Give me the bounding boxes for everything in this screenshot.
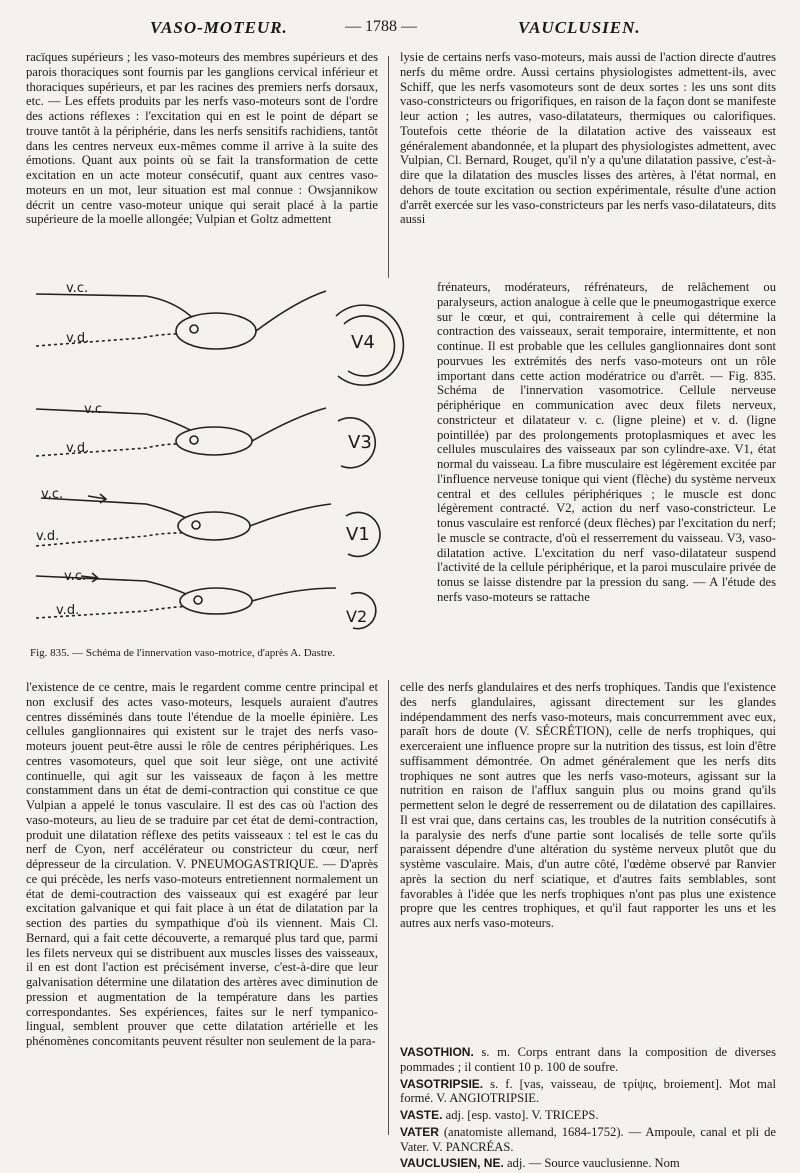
definition: adj. — Source vauclusienne. Nom	[506, 1156, 680, 1171]
label-v3: V3	[348, 432, 372, 453]
entry-vaste	[400, 1108, 776, 1123]
label-vd-row2: v.d.	[66, 441, 90, 456]
running-head-right: VAUCLUSIEN.	[518, 18, 641, 37]
paragraph: lysie de certains nerfs vaso-moteurs, mais aussi de l'action directe d'autres nerfs du même ordre. Aussi certains physiologistes admettent-ils, avec Schiff, que les nerfs vasomoteurs sont de deux sortes : les uns sont dits vaso-constricteurs ou frigorifiques, en raison de la façon dont se manifeste leur action ; les autres, vaso-dilatateurs, thermiques ou calorifiques. Toutefois cette théorie de la dilatation active des vaisseaux est généralement abandonnée, et la plupart des physiologistes admettent, avec Vulpian, Cl. Bernard, Rouget, qu'il n'y a qu'une dilatation passive, c'est-à-dire que la dilatation des muscles lisses des artères, à l'état normal, en dehors de toute excitation ou section expérimentale, résulte d'une action d'arrêt exercée sur les vaso-constricteurs par les nerfs vaso-dilatateurs, dits aussi	[400, 50, 776, 227]
figure-835	[26, 276, 431, 636]
paragraph: l'existence de ce centre, mais le regardent comme centre principal et non exclusif des actes vaso-moteurs, lesquels auraient d'autres centres disséminés dans toute l'étendue de la moelle épinière. Les cellules ganglionnaires qui existent sur le trajet des nerfs vaso-moteurs jouent peut-être aussi le rôle de centres périphériques. Les centres vasomoteurs, quel que soit leur siège, ont une activité continuelle, qui agit sur les vaisseaux de façon à les mettre constamment dans un état de demi-contraction qui constitue ce que Vulpian a appelé le tonus vasculaire. Il est des cas où l'action des vaso-moteurs, au lieu de se traduire par cet état de demi-contraction, produit une dilatation réflexe des petits vaisseaux : tel est le cas du nerf de Cyon, nerf accélérateur ou constricteur du cœur, nerf dépresseur de la circulation. V. PNEUMOGASTRIQUE. — D'après ce qui précède, les nerfs vaso-moteurs entretiennent normalement un état de demi-coutraction des vaisseaux qui est exagéré par leur excitation galvanique et qui fait place à un état de dilatation par la section des parties du sympathique d'où ils viennent. Mais Cl. Bernard, qui a fait cette découverte, a remarqué plus tard que, parmi les filets nerveux qui se distribuent aux muscles lisses des vaisseaux, il en est dont l'action est précisément inverse, c'est-à-dire que leur galvanisation détermine une dilatation des artères avec diminution de pression et augmentation de la température dans les parties correspondantes. Ses expériences, faites sur le nerf tympanico-lingual, semblent prouver que cette dilatation artérielle et les phénomènes concomitants peuvent résulter non seulement de la para-	[26, 680, 378, 1048]
label-vc-row1: v.c.	[66, 281, 89, 296]
headword: VASOTRIPSIE.	[400, 1076, 484, 1091]
page-header	[0, 18, 800, 48]
column-left-top	[26, 50, 378, 278]
paragraph: racïques supérieurs ; les vaso-moteurs des membres supérieurs et des parois thoraciques sont fournis par les ganglions cervical inférieur et thoraciques supérieurs, et par les racines des premiers nerfs dorsaux, etc. — Les effets produits par les nerfs vaso-moteurs sont de l'ordre des actions réflexes : l'excitation qui en est le point de départ se trouve tantôt à la périphérie, dans les nerfs sensitifs rachidiens, tantôt dans les centres nerveux eux-mêmes comme il arrive à la suite des émotions. Quant aux points où se fait la transformation de cette excitation en un acte moteur consécutif, quant aux centres vaso-moteurs en un mot, leur situation est mal connue : Owsjannikow décrit un centre vaso-moteur unique qui serait placé à la partie supérieure de la moelle allongée; Vulpian et Goltz admettent	[26, 50, 378, 227]
entry-vasotripsie	[400, 1077, 776, 1107]
innervation-diagram	[26, 276, 431, 636]
entry-vater	[400, 1125, 776, 1155]
running-head-left: VASO-MOTEUR.	[150, 18, 288, 37]
column-right-middle	[437, 280, 776, 678]
definition: s. f. [vas, vaisseau, de τρίψις, broiement]. Mot mal formé. V. ANGIOTRIPSIE.	[400, 1076, 776, 1106]
paragraph: celle des nerfs glandulaires et des nerfs trophiques. Tandis que l'existence des nerfs glandulaires, agissant directement sur les glandes indépendamment des nerfs vaso-moteurs, mais concurremment avec eux, paraît hors de doute (V. SÉCRÉTION), celle de nerfs trophiques, qui exerceraient une influence propre sur la nutrition des tissus, est loin d'être suffisamment démontrée. On admet généralement que les nerfs dits trophiques ne sont autres que les nerfs vaso-moteurs, agissant sur la nutrition en raison de l'afflux sanguin plus ou moins grand qu'ils permettent selon le degré de resserrement ou de dilatation des capillaires. Il est vrai que, dans certains cas, les troubles de la nutrition consécutifs à la paralysie des nerfs d'une partie sont localisés de telle sorte qu'ils paraissent dépendre d'une altération du système nerveux plutôt que du système vasculaire. Mais, d'un autre côté, l'œdème observé par Ranvier après la section du nerf sciatique, et d'autres faits semblables, sont favorables à l'idée que les nerfs trophiques n'ont pas plus une existence propre que les centres trophiques, et qu'il faut rapporter les uns et les autres aux nerfs vaso-moteurs.	[400, 680, 776, 930]
headword: VASTE.	[400, 1108, 443, 1122]
label-vc-row2: v.c.	[84, 402, 107, 417]
label-vd-row3: v.d.	[36, 529, 60, 544]
column-left-bottom	[26, 680, 378, 1125]
label-vc-row4: v.c.	[64, 569, 87, 584]
column-right-bottom	[400, 680, 776, 1043]
entry-vauclusien	[400, 1156, 776, 1171]
headword: VATER	[400, 1124, 439, 1139]
label-v2: V2	[346, 607, 368, 626]
definition: s. m. Corps entrant dans la composition de diverses pommades ; il contient 10 p. 100 de soufre.	[400, 1045, 776, 1074]
headword: VASOTHION.	[400, 1045, 474, 1059]
definition: adj. [esp. vasto]. V. TRICEPS.	[445, 1108, 599, 1122]
column-right-top	[400, 50, 776, 278]
label-v1: V1	[346, 524, 370, 545]
label-vd-row4: v.d.	[56, 603, 80, 618]
paragraph: frénateurs, modérateurs, réfrénateurs, de relâchement ou paralyseurs, action analogue à celle que le pneumogastrique exerce sur le cœur, et qui, contrairement à celle qui détermine la contraction des vaisseaux, serait temporaire, intermittente, et non continue. Il est probable que les cellules ganglionnaires dont sont pourvues les extrémités des nerfs vaso-moteurs ont un rôle important dans cette action modératrice ou d'arrêt. — Fig. 835. Schéma de l'innervation vasomotrice. Cellule nerveuse périphérique en communication avec deux filets nerveux, constricteur et dilatateur v. c. (ligne pleine) et v. d. (ligne pointillée) par des prolongements protoplasmiques et avec les cellules musculaires des vaisseaux par son cylindre-axe. V1, état normal du vaisseau. La fibre musculaire est légèrement excitée par l'influence nerveuse tonique qui vient (flèche) du système nerveux central et des cellules périphériques ; le muscle est donc légèrement contracté. V2, action du nerf vaso-constricteur. Le tonus vasculaire est renforcé (deux flèches) par l'excitation du nerf; le muscle se contracte, d'où el resserrement du vaisseau. V3, vaso-dilatation active. L'excitation du nerf vaso-dilatateur suspend l'activité de la cellule périphérique, et la paroi musculaire privée de tonus se laisse distendre par la pression du sang. — A l'étude des nerfs vaso-moteurs se rattache	[437, 280, 776, 604]
label-vc-row3: v.c.	[41, 487, 64, 502]
column-divider	[388, 56, 389, 278]
dictionary-entries	[400, 1045, 776, 1173]
headword: VAUCLUSIEN, NE.	[400, 1156, 504, 1171]
entry-vasothion	[400, 1045, 776, 1075]
figure-caption: Fig. 835. — Schéma de l'innervation vaso-motrice, d'après A. Dastre.	[30, 647, 336, 659]
label-vd-row1: v.d.	[66, 331, 90, 346]
label-v4: V4	[351, 332, 375, 353]
definition: (anatomiste allemand, 1684-1752). — Ampoule, canal et pli de Vater. V. PANCRÉAS.	[400, 1124, 776, 1154]
column-divider	[388, 680, 389, 1135]
page-number: — 1788 —	[345, 18, 417, 35]
